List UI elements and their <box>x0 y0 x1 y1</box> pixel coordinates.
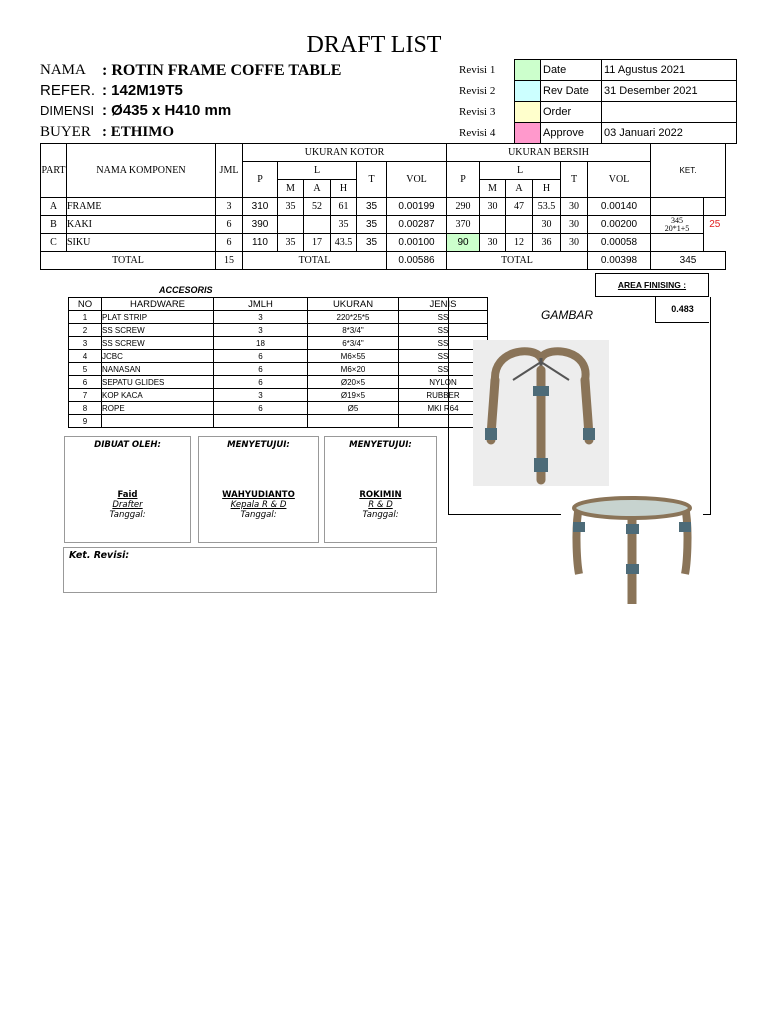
col-a: A <box>506 180 533 198</box>
frame-photo <box>473 340 609 486</box>
rope-wrap <box>534 458 548 472</box>
cell-no: 7 <box>69 389 102 402</box>
cell-bersih-p: 290 <box>447 198 480 216</box>
cell-kotor-a <box>304 216 331 234</box>
col-hardware: HARDWARE <box>102 298 214 311</box>
cell-jmlh: 6 <box>214 363 308 376</box>
cell-kotor-p: 310 <box>243 198 278 216</box>
cell-no: 4 <box>69 350 102 363</box>
revision-label: Revisi 4 <box>459 127 496 139</box>
cell-jmlh: 18 <box>214 337 308 350</box>
gambar-label: GAMBAR <box>541 308 594 322</box>
table-row <box>41 234 726 252</box>
col-t: T <box>561 162 588 198</box>
total-label-bersih: TOTAL <box>447 252 588 270</box>
revision-color-swatch <box>515 60 541 81</box>
col-p: P <box>447 162 480 198</box>
cell-bersih-m: 30 <box>480 198 506 216</box>
total-ket: 345 <box>651 252 726 270</box>
revision-row <box>451 102 737 123</box>
ket-revisi-box <box>63 547 437 593</box>
total-bersih-vol: 0.00398 <box>588 252 651 270</box>
revision-key: Order <box>541 102 602 123</box>
cell-part: A <box>41 198 67 216</box>
cell-bersih-a <box>506 216 533 234</box>
cell-bersih-a: 47 <box>506 198 533 216</box>
cell-hardware <box>102 415 214 428</box>
cell-jenis: MKI R64 <box>399 402 488 415</box>
col-h: H <box>331 180 357 198</box>
table-row <box>69 350 488 363</box>
cell-ukuran: M6×20 <box>308 363 399 376</box>
cell-ket <box>651 234 704 252</box>
signature-box-drafter <box>64 436 191 543</box>
cell-bersih-m <box>480 216 506 234</box>
rope-wrap <box>626 564 639 574</box>
cell-jmlh: 6 <box>214 402 308 415</box>
cell-jenis: SS <box>399 311 488 324</box>
revision-table <box>451 59 737 144</box>
page-title: DRAFT LIST <box>306 32 442 58</box>
area-finising-label: AREA FINISING : <box>595 273 709 297</box>
cell-ket2: 25 <box>709 219 721 231</box>
cell-jmlh: 6 <box>214 350 308 363</box>
rope-wrap <box>679 522 691 532</box>
total-jml: 15 <box>216 252 243 270</box>
table-row <box>41 198 726 216</box>
ket-revisi-label: Ket. Revisi: <box>69 550 130 561</box>
revision-value: 31 Desember 2021 <box>602 81 737 102</box>
revision-row <box>451 123 737 144</box>
cell-bersih-a: 12 <box>506 234 533 252</box>
cell-kotor-p: 390 <box>243 216 278 234</box>
cell-kotor-vol: 0.00100 <box>387 234 447 252</box>
cell-ukuran: 220*25*5 <box>308 311 399 324</box>
signature-date: Tanggal: <box>362 510 399 520</box>
cell-hardware: ROPE <box>102 402 214 415</box>
cell-kotor-vol: 0.00199 <box>387 198 447 216</box>
cell-jenis: SS <box>399 324 488 337</box>
table-row <box>69 337 488 350</box>
cell-no: 2 <box>69 324 102 337</box>
cell-name: FRAME <box>67 198 216 216</box>
col-ukuran-bersih: UKURAN BERSIH <box>447 144 651 162</box>
cell-no: 6 <box>69 376 102 389</box>
cell-jml: 6 <box>216 234 243 252</box>
area-finising-value: 0.483 <box>655 297 709 323</box>
cell-kotor-m: 35 <box>278 234 304 252</box>
total-label: TOTAL <box>41 252 216 270</box>
cell-hardware: KOP KACA <box>102 389 214 402</box>
cell-part: C <box>41 234 67 252</box>
cell-ukuran: 6*3/4" <box>308 337 399 350</box>
revision-label: Revisi 3 <box>459 106 496 118</box>
table-row <box>69 311 488 324</box>
signature-title: MENYETUJUI: <box>349 440 412 450</box>
cell-jenis: SS <box>399 350 488 363</box>
cell-bersih-vol: 0.00200 <box>588 216 651 234</box>
cell-no: 1 <box>69 311 102 324</box>
revision-label: Revisi 1 <box>459 64 496 76</box>
signature-role: R & D <box>368 500 393 510</box>
cell-bersih-h: 36 <box>533 234 561 252</box>
cell-kotor-p: 110 <box>243 234 278 252</box>
revision-value: 11 Agustus 2021 <box>602 60 737 81</box>
revision-color-swatch <box>515 123 541 144</box>
cell-bersih-t: 30 <box>561 198 588 216</box>
refer-label: REFER. <box>40 82 96 99</box>
buyer-label: BUYER <box>40 124 91 140</box>
cell-name: KAKI <box>67 216 216 234</box>
cell-hardware: SEPATU GLIDES <box>102 376 214 389</box>
rope-wrap <box>533 386 549 396</box>
col-ket: KET. <box>651 144 726 198</box>
col-t: T <box>357 162 387 198</box>
cell-kotor-h: 61 <box>331 198 357 216</box>
table-row <box>41 216 726 234</box>
revision-key: Rev Date <box>541 81 602 102</box>
cell-no: 5 <box>69 363 102 376</box>
col-m: M <box>278 180 304 198</box>
cell-bersih-h: 53.5 <box>533 198 561 216</box>
signature-date: Tanggal: <box>240 510 277 520</box>
cell-bersih-vol: 0.00140 <box>588 198 651 216</box>
cell-no: 8 <box>69 402 102 415</box>
total-kotor-vol: 0.00586 <box>387 252 447 270</box>
col-a: A <box>304 180 331 198</box>
col-jml: JML <box>216 144 243 198</box>
cell-hardware: SS SCREW <box>102 337 214 350</box>
revision-color-swatch <box>515 81 541 102</box>
col-vol: VOL <box>387 162 447 198</box>
cell-kotor-t: 35 <box>357 216 387 234</box>
cell-kotor-m <box>278 216 304 234</box>
table-header-row <box>69 298 488 311</box>
cell-ukuran: Ø19×5 <box>308 389 399 402</box>
cell-kotor-t: 35 <box>357 198 387 216</box>
cell-kotor-a: 52 <box>304 198 331 216</box>
nama-label: NAMA <box>40 62 86 78</box>
cell-bersih-vol: 0.00058 <box>588 234 651 252</box>
col-p: P <box>243 162 278 198</box>
total-label-kotor: TOTAL <box>243 252 387 270</box>
table-row <box>69 389 488 402</box>
cell-kotor-h: 35 <box>331 216 357 234</box>
col-ukuran: UKURAN <box>308 298 399 311</box>
total-row <box>41 252 726 270</box>
signature-name: WAHYUDIANTO <box>222 490 295 500</box>
signature-role: Kepala R & D <box>230 500 287 510</box>
cell-name: SIKU <box>67 234 216 252</box>
cell-jmlh: 6 <box>214 376 308 389</box>
cell-jmlh: 3 <box>214 311 308 324</box>
table-row <box>69 324 488 337</box>
cell-hardware: SS SCREW <box>102 324 214 337</box>
revision-row <box>451 60 737 81</box>
col-jenis: JENIS <box>399 298 488 311</box>
cell-bersih-p: 370 <box>447 216 480 234</box>
cell-jmlh: 3 <box>214 324 308 337</box>
cell-ukuran: Ø20×5 <box>308 376 399 389</box>
cell-ket2 <box>704 234 726 252</box>
cell-jenis: SS <box>399 337 488 350</box>
revision-key: Date <box>541 60 602 81</box>
cell-bersih-m: 30 <box>480 234 506 252</box>
rope-wrap <box>583 428 595 440</box>
cell-ukuran: 8*3/4" <box>308 324 399 337</box>
cell-ket: 345 20*1+5 <box>651 216 704 234</box>
cell-kotor-a: 17 <box>304 234 331 252</box>
cell-no: 9 <box>69 415 102 428</box>
cell-bersih-t: 30 <box>561 216 588 234</box>
cell-bersih-p: 90 <box>447 234 480 252</box>
cell-ukuran: M6×55 <box>308 350 399 363</box>
table-photo <box>561 494 703 612</box>
col-m: M <box>480 180 506 198</box>
table-row <box>69 363 488 376</box>
col-part: PART <box>41 144 67 198</box>
component-table <box>40 143 726 270</box>
nama-value: : ROTIN FRAME COFFE TABLE <box>102 62 342 79</box>
cell-bersih-t: 30 <box>561 234 588 252</box>
revision-color-swatch <box>515 102 541 123</box>
cell-jmlh <box>214 415 308 428</box>
revision-label: Revisi 2 <box>459 85 496 97</box>
signature-date: Tanggal: <box>109 510 146 520</box>
cell-jenis: SS <box>399 363 488 376</box>
col-ukuran-kotor: UKURAN KOTOR <box>243 144 447 162</box>
cell-kotor-h: 43.5 <box>331 234 357 252</box>
signature-box-kepala <box>198 436 319 543</box>
table-leg-right <box>685 512 688 574</box>
signature-title: DIBUAT OLEH: <box>94 440 161 450</box>
cell-hardware: PLAT STRIP <box>102 311 214 324</box>
col-no: NO <box>69 298 102 311</box>
cell-kotor-t: 35 <box>357 234 387 252</box>
accessories-table <box>68 297 488 428</box>
cell-ket2 <box>704 198 726 216</box>
table-leg-left <box>576 512 579 574</box>
col-jmlh: JMLH <box>214 298 308 311</box>
col-l: L <box>278 162 357 180</box>
cell-jenis: RUBBER <box>399 389 488 402</box>
rope-wrap <box>573 522 585 532</box>
signature-role: Drafter <box>112 500 143 510</box>
col-l: L <box>480 162 561 180</box>
col-nama: NAMA KOMPONEN <box>67 144 216 198</box>
cell-kotor-m: 35 <box>278 198 304 216</box>
revision-key: Approve <box>541 123 602 144</box>
refer-value: : 142M19T5 <box>102 82 183 99</box>
signature-name: Faid <box>117 490 138 500</box>
signature-name: ROKIMIN <box>359 490 402 500</box>
col-vol: VOL <box>588 162 651 198</box>
cell-jml: 3 <box>216 198 243 216</box>
signature-title: MENYETUJUI: <box>227 440 290 450</box>
col-h: H <box>533 180 561 198</box>
rope-wrap <box>626 524 639 534</box>
dimensi-label: DIMENSI <box>40 103 95 118</box>
cell-hardware: NANASAN <box>102 363 214 376</box>
cell-bersih-h: 30 <box>533 216 561 234</box>
table-row <box>69 415 488 428</box>
cell-no: 3 <box>69 337 102 350</box>
cell-hardware: JCBC <box>102 350 214 363</box>
cell-jmlh: 3 <box>214 389 308 402</box>
cell-kotor-vol: 0.00287 <box>387 216 447 234</box>
dimensi-value: : Ø435 x H410 mm <box>102 102 232 119</box>
cell-ukuran <box>308 415 399 428</box>
table-row <box>69 376 488 389</box>
cell-ukuran: Ø5 <box>308 402 399 415</box>
revision-value: 03 Januari 2022 <box>602 123 737 144</box>
revision-row <box>451 81 737 102</box>
table-top <box>574 498 690 518</box>
cell-jml: 6 <box>216 216 243 234</box>
cell-part: B <box>41 216 67 234</box>
cell-ket <box>651 198 704 216</box>
cell-jenis: NYLON <box>399 376 488 389</box>
signature-box-rd <box>324 436 437 543</box>
accessories-title: ACCESORIS <box>159 285 213 295</box>
table-row <box>69 402 488 415</box>
rope-wrap <box>485 428 497 440</box>
buyer-value: : ETHIMO <box>102 124 175 140</box>
revision-value <box>602 102 737 123</box>
